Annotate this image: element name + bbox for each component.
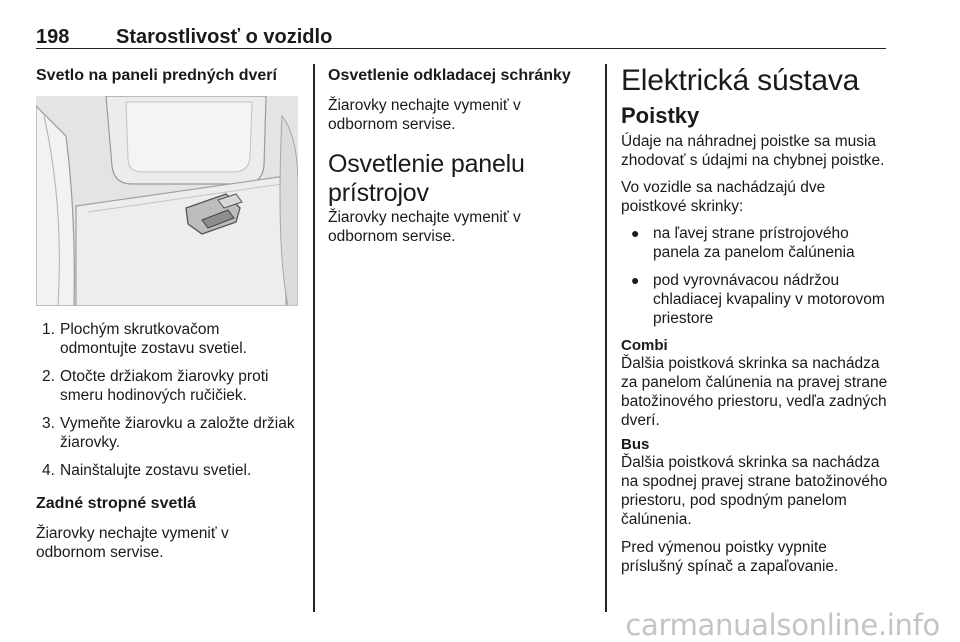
fuses-intro: Údaje na náhradnej poistke sa musia zhodovať s údajmi na chybnej poistke. — [621, 133, 885, 169]
glovebox-light-heading: Osvetlenie odkladacej schránky — [328, 67, 571, 84]
column-divider-1 — [313, 64, 315, 612]
fuse-replacement-note: Pred výmenou poistky vypnite príslušný spínač a zapaľovanie. — [621, 539, 839, 575]
bullet-icon: ● — [631, 272, 640, 288]
section-title: Elektrická sústava — [621, 64, 860, 97]
page-header — [36, 8, 886, 49]
list-item: 4. Nainštalujte zostavu svetiel. — [42, 462, 252, 479]
list-item: 3. Vymeňte žiarovku a založte držiak žiarovky. — [42, 415, 295, 451]
combi-text: Ďalšia poistková skrinka sa nachádza za panelom čalúnenia na pravej strane batožinového priestoru, vedľa zadných dverí. — [621, 355, 888, 429]
list-item: ● na ľavej strane prístrojového panela za panelom čalúnenia — [631, 225, 855, 261]
fuse-box-locations — [621, 224, 889, 328]
glovebox-light-text: Žiarovky nechajte vymeniť v odbornom servise. — [328, 97, 521, 133]
list-item: ● pod vyrovnávacou nádržou chladiacej kvapaliny v motorovom priestore — [631, 272, 885, 327]
fuses-heading: Poistky — [621, 103, 700, 128]
chapter-title: Starostlivosť o vozidlo — [116, 26, 333, 48]
door-panel-light-heading: Svetlo na paneli predných dverí — [36, 67, 277, 84]
column-middle — [328, 66, 590, 246]
column-divider-2 — [605, 64, 607, 612]
bus-label: Bus — [621, 436, 650, 453]
steps-list — [36, 320, 298, 480]
column-right — [621, 66, 889, 576]
rear-ceiling-lights-text: Žiarovky nechajte vymeniť v odbornom servise. — [36, 525, 229, 561]
rear-ceiling-lights-heading: Zadné stropné svetlá — [36, 495, 197, 512]
bus-text: Ďalšia poistková skrinka sa nachádza na spodnej pravej strane batožinového priestoru, pod spodným panelom čalúnenia. — [621, 454, 888, 528]
column-left — [36, 66, 298, 562]
door-panel-light-illustration — [36, 96, 298, 306]
list-item: 1. Plochým skrutkovačom odmontujte zostavu svetiel. — [42, 321, 247, 357]
bullet-icon: ● — [631, 225, 640, 241]
combi-label: Combi — [621, 337, 668, 354]
instrument-panel-light-heading: Osvetlenie panelu prístrojov — [328, 150, 525, 207]
list-item: 2. Otočte držiakom žiarovky proti smeru hodinových ručičiek. — [42, 368, 269, 404]
instrument-panel-light-text: Žiarovky nechajte vymeniť v odbornom servise. — [328, 209, 521, 245]
watermark: carmanualsonline.info — [625, 608, 940, 642]
page-number: 198 — [36, 26, 70, 48]
fuse-boxes-intro: Vo vozidle sa nachádzajú dve poistkové skrinky: — [621, 179, 826, 215]
